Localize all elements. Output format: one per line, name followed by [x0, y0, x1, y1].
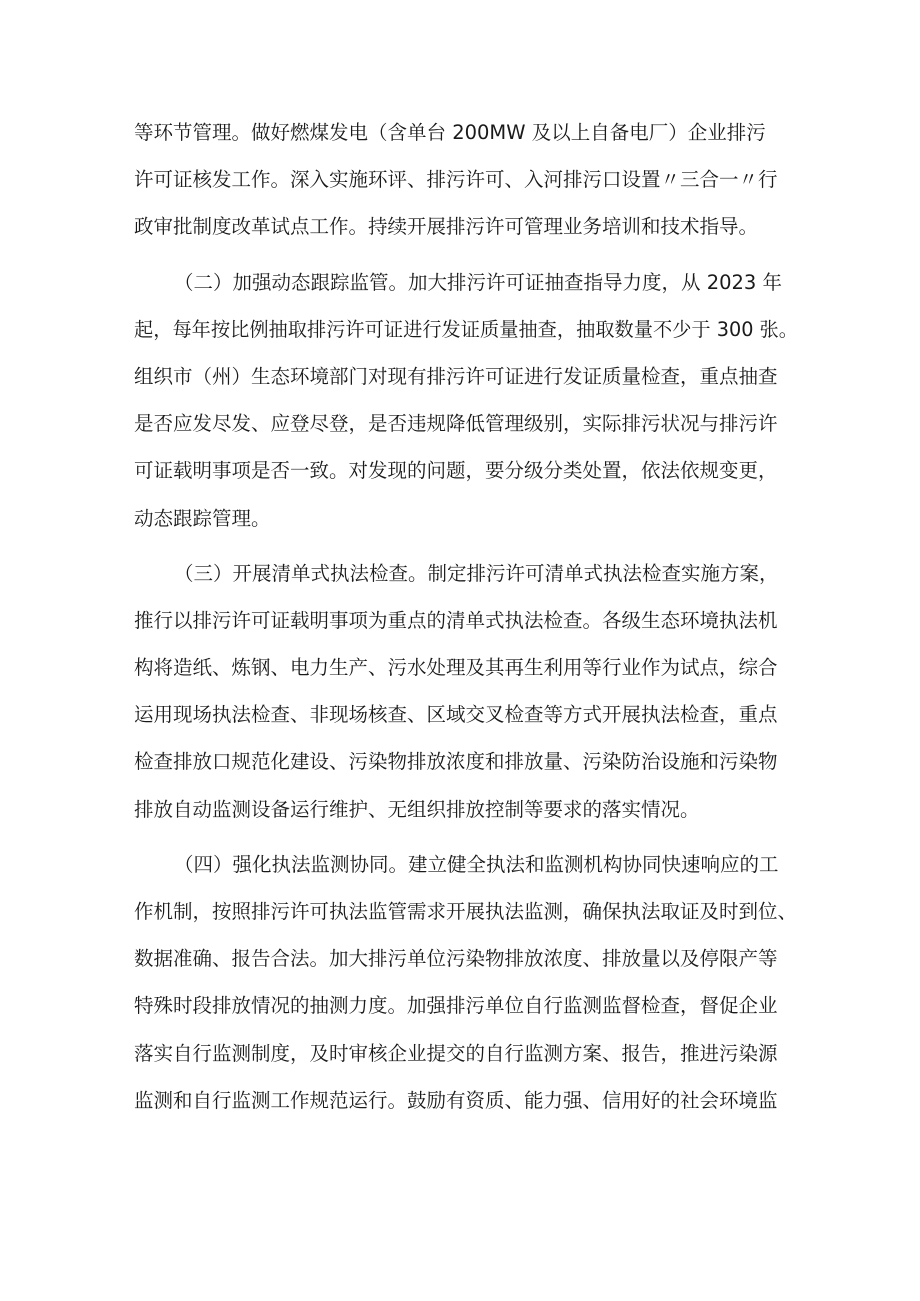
text-line: 可证载明事项是否一致。对发现的问题，要分级分类处置，依法依规变更， [134, 459, 778, 483]
text-line: 等环节管理。做好燃煤发电（含单台 200MW 及以上自备电厂）企业排污 [134, 121, 766, 144]
text-line: 作机制，按照排污许可执法监管需求开展执法监测，确保执法取证及时到位、 [134, 900, 798, 923]
text-line: 是否应发尽发、应登尽登，是否违规降低管理级别，实际排污状况与排污许 [134, 412, 778, 436]
text-line: 排放自动监测设备运行维护、无组织排放控制等要求的落实情况。 [134, 797, 700, 821]
text-line: 动态跟踪管理。 [134, 506, 271, 530]
text-line: 构将造纸、炼钢、电力生产、污水处理及其再生利用等行业作为试点，综合 [134, 656, 778, 680]
text-line: 运用现场执法检查、非现场核查、区域交叉检查等方式开展执法检查，重点 [134, 703, 778, 727]
text-line: （四）强化执法监测协同。建立健全执法和监测机构协同快速响应的工 [174, 852, 779, 876]
text-line: 检查排放口规范化建设、污染物排放浓度和排放量、污染防治设施和污染物 [134, 750, 778, 774]
text-line: 组织市（州）生态环境部门对现有排污许可证进行发证质量检查，重点抽查 [134, 364, 778, 388]
text-line: 落实自行监测制度，及时审核企业提交的自行监测方案、报告，推进污染源 [134, 1041, 778, 1065]
paragraph [134, 259, 798, 542]
text-line: 特殊时段排放情况的抽测力度。加强排污单位自行监测监督检查，督促企业 [134, 994, 778, 1018]
text-line: 数据准确、报告合法。加大排污单位污染物排放浓度、排放量以及停限产等 [134, 947, 778, 971]
text-line: （三）开展清单式执法检查。制定排污许可清单式执法检查实施方案， [174, 561, 779, 585]
text-line: 监测和自行监测工作规范运行。鼓励有资质、能力强、信用好的社会环境监 [134, 1088, 778, 1112]
text-line: 政审批制度改革试点工作。持续开展排污许可管理业务培训和技术指导。 [134, 215, 759, 239]
paragraph [134, 550, 798, 833]
text-line: 起，每年按比例抽取排污许可证进行发证质量抽查，抽取数量不少于 300 张。 [134, 317, 798, 341]
text-line: 推行以排污许可证载明事项为重点的清单式执法检查。各级生态环境执法机 [134, 608, 778, 632]
document-body [134, 109, 798, 1124]
paragraph [134, 841, 798, 1124]
paragraph [134, 109, 798, 251]
text-line: 许可证核发工作。深入实施环评、排污许可、入河排污口设置〃三合一〃行 [134, 168, 778, 192]
text-line: （二）加强动态跟踪监管。加大排污许可证抽查指导力度，从 2023 年 [174, 270, 783, 294]
